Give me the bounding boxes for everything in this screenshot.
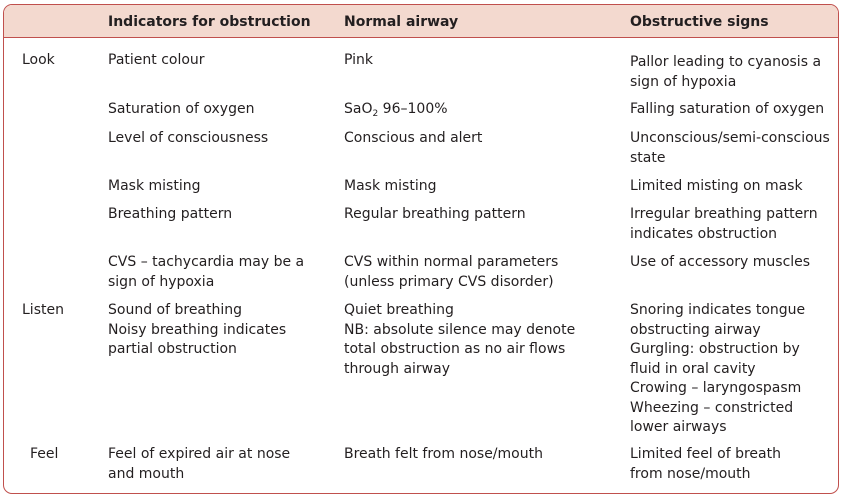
normal-cell: SaO$_2$ 96–100%: [344, 101, 448, 119]
obstructive-cell: Limited feel of breath from nose/mouth: [630, 446, 781, 482]
category-listen: Listen: [22, 302, 64, 318]
header-indicators: Indicators for obstruction: [108, 14, 311, 30]
indicator-cell: CVS – tachycardia may be a sign of hypoxia: [108, 254, 305, 290]
category-look: Look: [22, 52, 55, 68]
indicator-cell: Breathing pattern: [108, 206, 233, 222]
indicator-cell: Saturation of oxygen: [108, 101, 255, 117]
indicator-cell: Level of consciousness: [108, 130, 269, 146]
obstructive-cell: Snoring indicates tongue obstructing airway Gurgling: obstruction by fluid in oral cavity Crowing – laryngospasm Wheezing – constricted lower airways: [630, 302, 806, 435]
normal-cell: CVS within normal parameters (unless primary CVS disorder): [344, 254, 559, 290]
normal-cell: Conscious and alert: [344, 130, 483, 146]
normal-cell: Regular breathing pattern: [344, 206, 526, 222]
obstructive-cell: Falling saturation of oxygen: [630, 101, 825, 117]
normal-cell: Quiet breathing NB: absolute silence may denote total obstruction as no air flows through airway: [344, 302, 576, 377]
indicator-cell: Feel of expired air at nose and mouth: [108, 446, 291, 482]
obstructive-cell: Irregular breathing pattern indicates obstruction: [630, 206, 818, 242]
header-obstructive-signs: Obstructive signs: [630, 14, 769, 30]
indicator-cell: Sound of breathing Noisy breathing indicates partial obstruction: [108, 302, 287, 357]
header-normal-airway: Normal airway: [344, 14, 459, 30]
indicator-cell: Mask misting: [108, 178, 201, 194]
obstructive-cell: Unconscious/semi-conscious state: [630, 130, 830, 166]
category-feel: Feel: [30, 446, 59, 462]
normal-cell: Pink: [344, 52, 374, 68]
table-header: [4, 5, 838, 38]
obstructive-cell: Use of accessory muscles: [630, 254, 811, 270]
indicator-cell: Patient colour: [108, 52, 205, 68]
airway-obstruction-table: [3, 4, 839, 494]
obstructive-cell: Limited misting on mask: [630, 178, 803, 194]
obstructive-cell: Pallor leading to cyanosis a sign of hypoxia: [630, 54, 822, 90]
normal-cell: Mask misting: [344, 178, 437, 194]
normal-cell: Breath felt from nose/mouth: [344, 446, 543, 462]
